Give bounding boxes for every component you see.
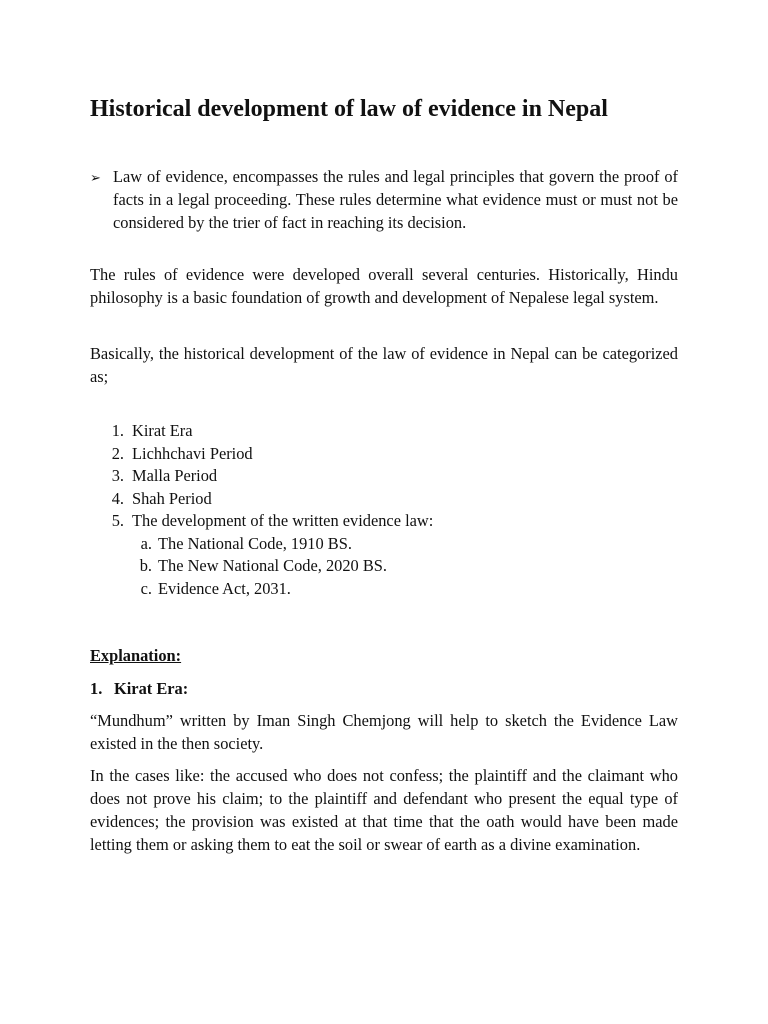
- sub-list-item-letter: c.: [140, 578, 152, 598]
- section-heading-kirat-era: [90, 677, 188, 700]
- sub-list-item: [124, 555, 678, 578]
- paragraph-mundhum: “Mundhum” written by Iman Singh Chemjong will help to sketch the Evidence Law existed in the then society.: [90, 711, 678, 753]
- section-number: 1.: [90, 679, 103, 698]
- sub-list-item-label: The National Code, 1910 BS.: [158, 533, 352, 553]
- list-item-label: Shah Period: [132, 488, 212, 508]
- list-item: [90, 420, 678, 443]
- definition-bullet: [90, 165, 678, 234]
- arrow-bullet-icon: ➢: [90, 170, 101, 185]
- list-item-number: 3.: [111, 466, 124, 485]
- list-item-number: 5.: [111, 511, 124, 530]
- page-title: Historical development of law of evidence in Nepal: [90, 96, 608, 122]
- list-item-label: Malla Period: [132, 466, 218, 485]
- list-item-label: Kirat Era: [132, 421, 193, 440]
- list-item: [90, 488, 678, 511]
- sub-list-item: [124, 578, 678, 601]
- sub-list-item-label: Evidence Act, 2031.: [158, 578, 291, 598]
- sub-list-item-letter: a.: [140, 533, 152, 553]
- period-list: [90, 420, 678, 600]
- sub-list-item: [124, 533, 678, 556]
- list-item-number: 1.: [111, 421, 124, 440]
- list-item: [90, 443, 678, 466]
- list-item: [90, 465, 678, 488]
- sub-list-item-letter: b.: [139, 556, 152, 575]
- paragraph-categorized: Basically, the historical development of the law of evidence in Nepal can be categorized as;: [90, 344, 678, 386]
- explanation-heading: Explanation:: [90, 646, 182, 665]
- list-item-label: Lichhchavi Period: [132, 443, 253, 463]
- bullet-text: Law of evidence, encompasses the rules and legal principles that govern the proof of facts in a legal proceeding. These rules determine what evidence must or must not be considered by the trier of fact in reaching its decision.: [113, 167, 678, 232]
- list-item-label: The development of the written evidence law:: [132, 511, 434, 530]
- list-item-number: 4.: [111, 488, 124, 508]
- sub-list-item-label: The New National Code, 2020 BS.: [158, 556, 387, 575]
- section-title: Kirat Era:: [114, 679, 189, 698]
- list-item: [90, 510, 678, 533]
- list-item-number: 2.: [111, 443, 124, 463]
- paragraph-oath-provision: In the cases like: the accused who does not confess; the plaintiff and the claimant who does not prove his claim; to the plaintiff and defendant who present the equal type of evidences; the provision was existed at that time that the oath would have been made letting them or asking them to eat the soil or swear of earth as a divine examination.: [90, 766, 678, 854]
- paragraph-rules-history: The rules of evidence were developed overall several centuries. Historically, Hindu philosophy is a basic foundation of growth and development of Nepalese legal system.: [90, 265, 678, 307]
